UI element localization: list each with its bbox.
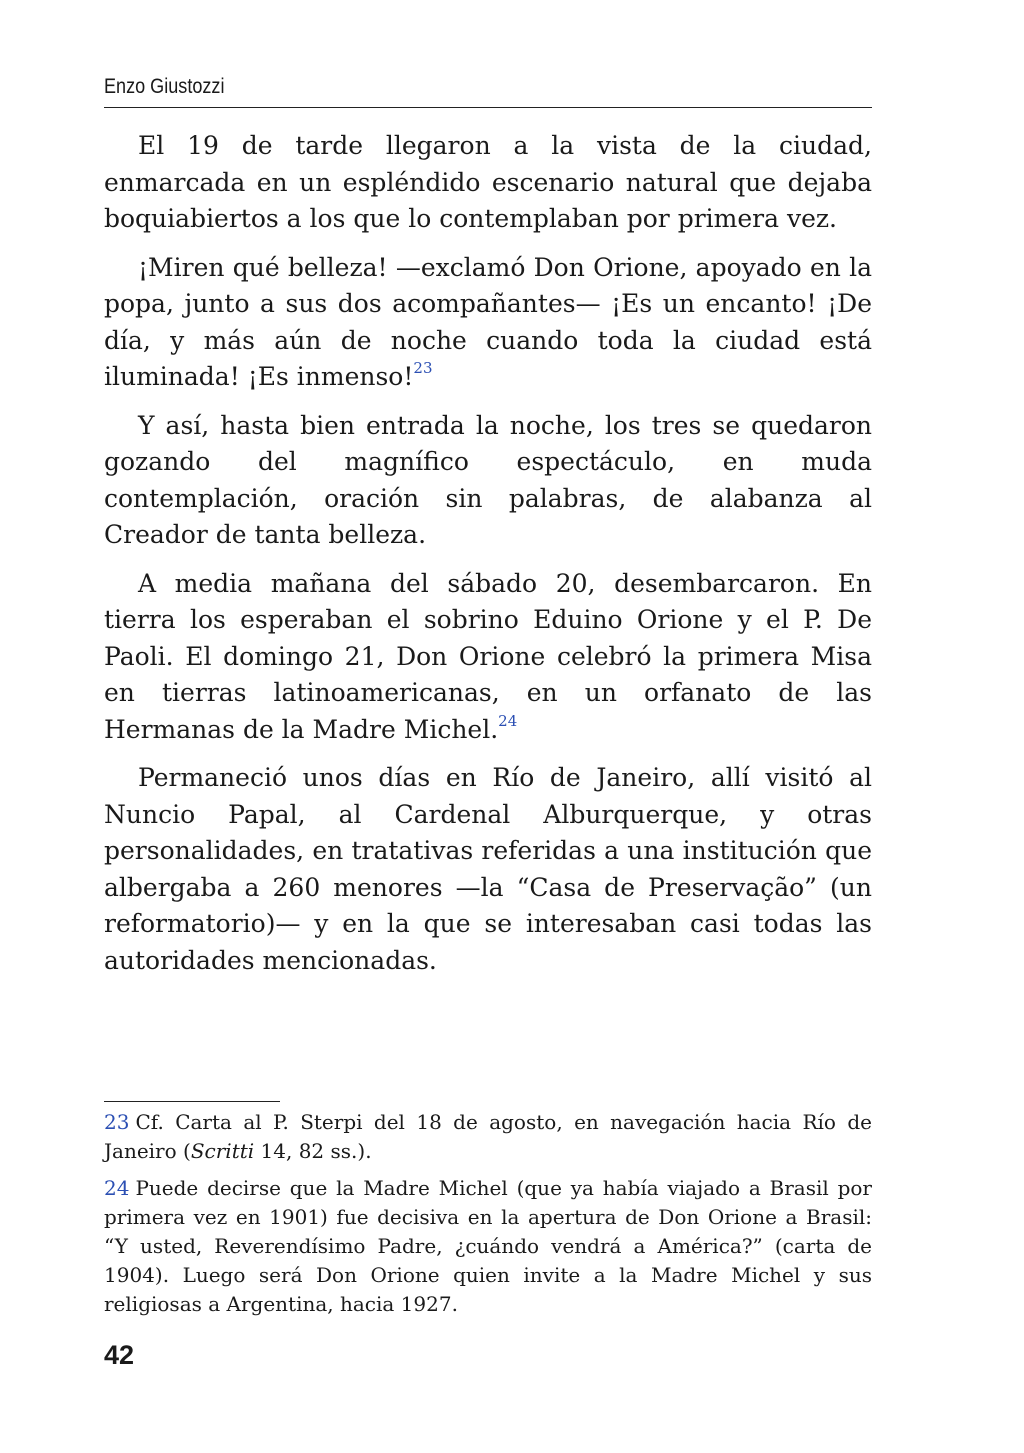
main-text bbox=[104, 128, 872, 991]
footnotes bbox=[104, 1108, 872, 1327]
paragraph-1-text: El 19 de tarde llegaron a la vista de la ciudad, enmarcada en un espléndido escenario natural que dejaba boquiabiertos a los que lo contemplaban por primera vez. bbox=[104, 131, 872, 233]
running-header bbox=[104, 74, 872, 108]
paragraph-2 bbox=[104, 250, 872, 396]
footnote-24-text: Puede decirse que la Madre Michel (que ya había viajado a Brasil por primera vez en 1901) fue decisiva en la apertura de Don Orione a Brasil: “Y usted, Reverendísimo Padre, ¿cuándo vendrá a América?” (carta de 1904). Luego será Don Orione quien invite a la Madre Michel y sus religiosas a Argentina, hacia 1927. bbox=[104, 1176, 872, 1316]
footnote-number-23[interactable]: 23 bbox=[104, 1110, 130, 1134]
footnote-23 bbox=[104, 1108, 872, 1166]
paragraph-2-text: ¡Miren qué belleza! —exclamó Don Orione, apoyado en la popa, junto a sus dos acompañantes— ¡Es un encanto! ¡De día, y más aún de noche cuando toda la ciudad está iluminada! ¡Es inmenso! bbox=[104, 252, 872, 391]
footnote-number-24[interactable]: 24 bbox=[104, 1176, 130, 1200]
footnote-24 bbox=[104, 1174, 872, 1319]
page-number: 42 bbox=[104, 1340, 135, 1370]
running-head-author: Enzo Giustozzi bbox=[104, 75, 225, 98]
footnote-ref-24[interactable]: 24 bbox=[498, 711, 518, 730]
footnote-23-text-end: 14, 82 ss.). bbox=[254, 1139, 372, 1163]
footnote-separator bbox=[104, 1101, 280, 1102]
paragraph-5-text: Permaneció unos días en Río de Janeiro, allí visitó al Nuncio Papal, al Cardenal Alburquerque, y otras personalidades, en tratativas referidas a una institución que albergaba a 260 menores —la “Casa de Preservação” (un reformatorio)— y en la que se interesaban casi todas las autoridades mencionadas. bbox=[104, 763, 872, 975]
paragraph-3-text: Y así, hasta bien entrada la noche, los tres se quedaron gozando del magnífico espectáculo, en muda contemplación, oración sin palabras, de alabanza al Creador de tanta belleza. bbox=[104, 410, 872, 549]
paragraph-4-text: A media mañana del sábado 20, desembarcaron. En tierra los esperaban el sobrino Eduino Orione y el P. De Paoli. El domingo 21, Don Orione celebró la primera Misa en tierras latinoamericanas, en un orfanato de las Hermanas de la Madre Michel. bbox=[104, 568, 872, 744]
paragraph-4 bbox=[104, 566, 872, 749]
paragraph-1 bbox=[104, 128, 872, 238]
footnote-23-italic-title: Scritti bbox=[190, 1139, 255, 1163]
footnote-ref-23[interactable]: 23 bbox=[413, 359, 433, 377]
footnote-23-text-start: Cf. Carta al P. Sterpi del 18 de agosto, en navegación hacia Río de Janeiro ( bbox=[104, 1110, 872, 1163]
paragraph-5 bbox=[104, 760, 872, 979]
paragraph-3 bbox=[104, 408, 872, 554]
